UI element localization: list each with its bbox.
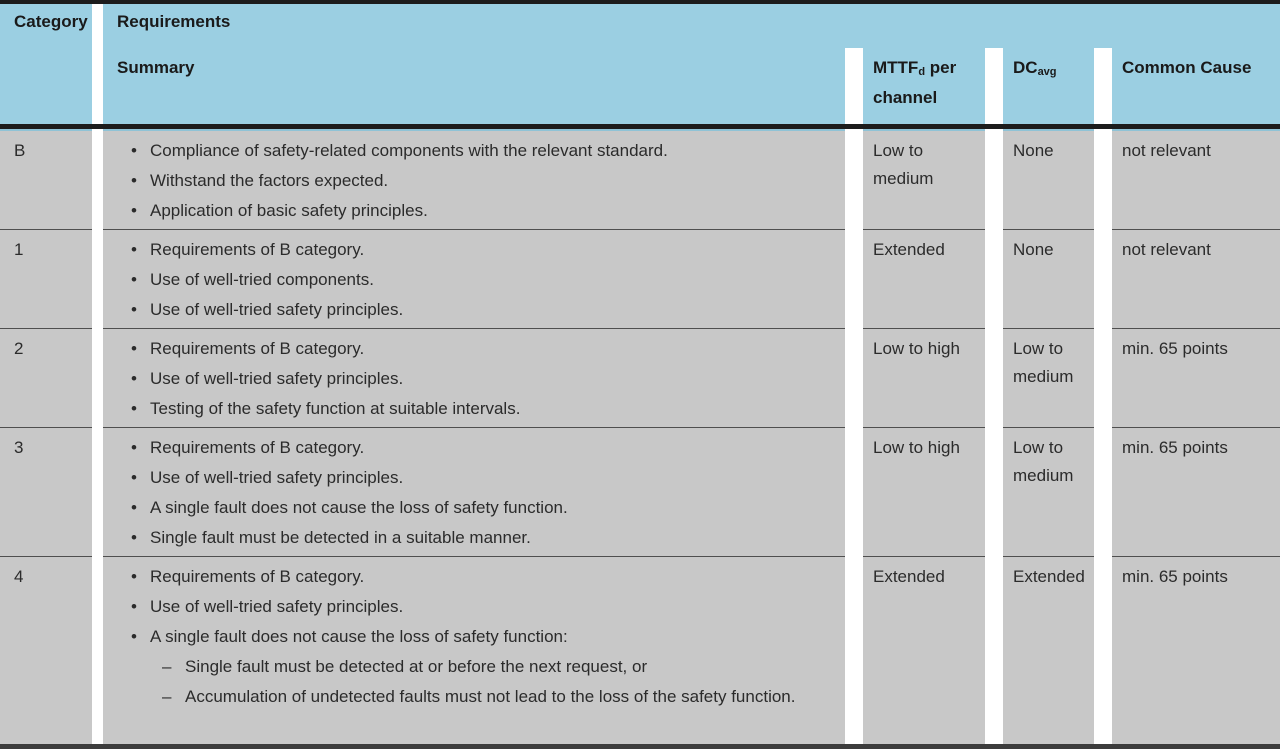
summary-item: [103, 463, 845, 493]
column-gutter: [1094, 427, 1112, 556]
bullet-marker: •: [131, 528, 137, 547]
bullet-marker: •: [131, 498, 137, 517]
category-cell: [0, 129, 92, 229]
table-row: [0, 229, 1280, 328]
column-gutter: [92, 328, 103, 427]
header-requirements-cell: [103, 4, 1280, 48]
summary-item: [103, 493, 845, 523]
header-requirements-group: [103, 4, 1280, 124]
mttf-cell: Low to high: [863, 427, 985, 556]
column-gutter: [92, 556, 103, 744]
bullet-marker: •: [131, 369, 137, 388]
summary-text: Use of well-tried safety principles.: [150, 468, 404, 487]
table-row: [0, 328, 1280, 427]
bullet-marker: •: [131, 339, 137, 358]
summary-text: Use of well-tried safety principles.: [150, 300, 404, 319]
column-gutter: [1094, 328, 1112, 427]
header-mttf-rest: per channel: [873, 58, 957, 107]
category-cell: [0, 229, 92, 328]
summary-text: Single fault must be detected at or before the next request, or: [185, 657, 648, 676]
column-gutter: [985, 229, 1003, 328]
column-gutter: [1094, 129, 1112, 229]
header-summary-label: Summary: [117, 58, 195, 77]
column-gutter: [92, 229, 103, 328]
column-gutter: [985, 48, 1003, 124]
category-value: B: [14, 141, 26, 160]
dc-cell: Low to medium: [1003, 328, 1094, 427]
column-gutter: [845, 328, 863, 427]
column-gutter: [985, 556, 1003, 744]
category-cell: [0, 556, 92, 744]
summary-text: Requirements of B category.: [150, 567, 365, 586]
summary-item: [103, 196, 845, 226]
header-subcolumns: [103, 48, 1280, 124]
common-cause-cell: min. 65 points: [1112, 427, 1280, 556]
dash-marker: –: [162, 687, 172, 706]
bullet-marker: •: [131, 201, 137, 220]
summary-text: Testing of the safety function at suitable intervals.: [150, 399, 521, 418]
category-cell: [0, 427, 92, 556]
summary-item: [103, 295, 845, 325]
category-value: 2: [14, 339, 24, 358]
column-gutter: [845, 129, 863, 229]
column-gutter: [845, 556, 863, 744]
bullet-marker: •: [131, 597, 137, 616]
bullet-marker: •: [131, 171, 137, 190]
mttf-cell: Extended: [863, 556, 985, 744]
summary-text: Requirements of B category.: [150, 339, 365, 358]
summary-item: [103, 166, 845, 196]
header-common-cause-label: Common Cause: [1122, 58, 1252, 77]
summary-item: [103, 136, 845, 166]
summary-cell: [103, 427, 845, 556]
summary-text: Use of well-tried safety principles.: [150, 597, 404, 616]
summary-text: Application of basic safety principles.: [150, 201, 428, 220]
mttf-cell: Low to medium: [863, 129, 985, 229]
mttf-cell: Low to high: [863, 328, 985, 427]
column-gutter: [845, 427, 863, 556]
dash-marker: –: [162, 657, 172, 676]
column-gutter: [845, 229, 863, 328]
summary-text: Requirements of B category.: [150, 240, 365, 259]
table-row: [0, 556, 1280, 744]
common-cause-cell: not relevant: [1112, 129, 1280, 229]
summary-item: [103, 334, 845, 364]
bullet-marker: •: [131, 141, 137, 160]
dc-cell: Extended: [1003, 556, 1094, 744]
summary-item: [103, 394, 845, 424]
dc-cell: Low to medium: [1003, 427, 1094, 556]
summary-text: A single fault does not cause the loss of safety function.: [150, 498, 568, 517]
column-gutter: [985, 129, 1003, 229]
header-mttf-subscript: d: [918, 66, 926, 78]
summary-subitem: [103, 682, 845, 712]
summary-item: [103, 235, 845, 265]
category-cell: [0, 328, 92, 427]
header-mttf-cell: [863, 48, 985, 124]
category-value: 1: [14, 240, 24, 259]
summary-item: [103, 433, 845, 463]
header-category-label: Category: [14, 12, 88, 31]
bullet-marker: •: [131, 399, 137, 418]
table-row: [0, 427, 1280, 556]
table-row: [0, 129, 1280, 229]
bullet-marker: •: [131, 468, 137, 487]
header-category-cell: [0, 4, 92, 124]
summary-cell: [103, 556, 845, 744]
summary-subitem: [103, 652, 845, 682]
mttf-cell: Extended: [863, 229, 985, 328]
summary-cell: [103, 328, 845, 427]
header-requirements-label: Requirements: [117, 12, 231, 31]
common-cause-cell: not relevant: [1112, 229, 1280, 328]
summary-text: A single fault does not cause the loss of safety function:: [150, 627, 568, 646]
summary-text: Withstand the factors expected.: [150, 171, 389, 190]
column-gutter: [985, 427, 1003, 556]
header-dc-cell: [1003, 48, 1094, 124]
common-cause-cell: min. 65 points: [1112, 556, 1280, 744]
summary-text: Compliance of safety-related components with the relevant standard.: [150, 141, 668, 160]
column-gutter: [985, 328, 1003, 427]
bullet-marker: •: [131, 567, 137, 586]
summary-text: Single fault must be detected in a suitable manner.: [150, 528, 531, 547]
summary-text: Use of well-tried components.: [150, 270, 374, 289]
summary-item: [103, 562, 845, 592]
bullet-marker: •: [131, 240, 137, 259]
column-gutter: [845, 48, 863, 124]
dc-cell: None: [1003, 129, 1094, 229]
summary-item: [103, 622, 845, 652]
header-dc-subscript: avg: [1037, 66, 1057, 78]
header-mttf-label: MTTF: [873, 58, 919, 77]
header-common-cause-cell: [1112, 48, 1280, 124]
category-value: 4: [14, 567, 24, 586]
column-gutter: [92, 129, 103, 229]
summary-cell: [103, 129, 845, 229]
summary-text: Use of well-tried safety principles.: [150, 369, 404, 388]
category-value: 3: [14, 438, 24, 457]
table-header: [0, 4, 1280, 129]
summary-text: Requirements of B category.: [150, 438, 365, 457]
header-summary-cell: [103, 48, 845, 124]
column-gutter: [1094, 48, 1112, 124]
bullet-marker: •: [131, 627, 137, 646]
column-gutter: [92, 4, 103, 124]
summary-item: [103, 592, 845, 622]
dc-cell: None: [1003, 229, 1094, 328]
summary-cell: [103, 229, 845, 328]
bullet-marker: •: [131, 270, 137, 289]
table-body: [0, 129, 1280, 744]
column-gutter: [92, 427, 103, 556]
bullet-marker: •: [131, 438, 137, 457]
header-dc-label: DC: [1013, 58, 1038, 77]
summary-item: [103, 265, 845, 295]
summary-item: [103, 364, 845, 394]
summary-text: Accumulation of undetected faults must not lead to the loss of the safety function.: [185, 687, 796, 706]
summary-item: [103, 523, 845, 553]
bullet-marker: •: [131, 300, 137, 319]
column-gutter: [1094, 229, 1112, 328]
column-gutter: [1094, 556, 1112, 744]
common-cause-cell: min. 65 points: [1112, 328, 1280, 427]
